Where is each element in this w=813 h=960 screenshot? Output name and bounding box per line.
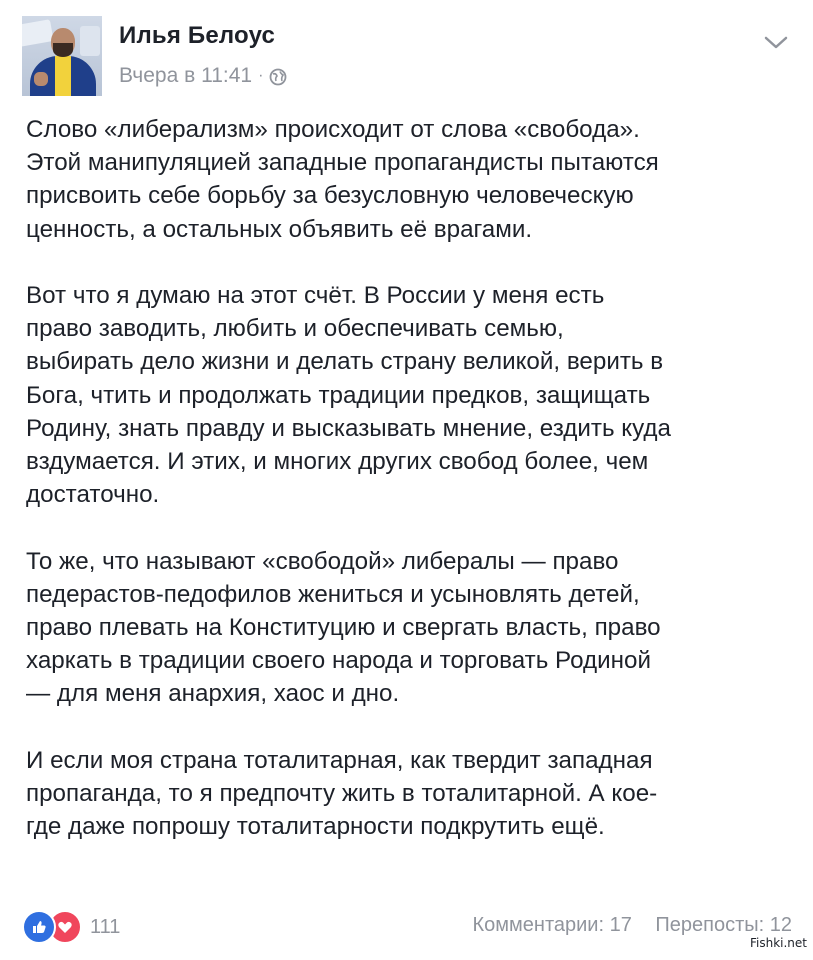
reactions-count[interactable]: 111 bbox=[90, 915, 121, 938]
author-name[interactable]: Илья Белоус bbox=[119, 22, 276, 49]
post-meta bbox=[119, 64, 287, 88]
comments-link[interactable]: Комментарии: 17 bbox=[472, 914, 632, 936]
globe-icon[interactable] bbox=[269, 68, 287, 86]
like-icon[interactable] bbox=[22, 910, 56, 944]
chevron-down-icon[interactable] bbox=[762, 32, 790, 52]
post-header bbox=[22, 16, 802, 98]
post-body bbox=[26, 113, 796, 877]
shares-link[interactable]: Перепосты: 12 bbox=[655, 914, 792, 936]
watermark: Fishki.net bbox=[749, 936, 807, 950]
meta-separator: · bbox=[258, 67, 264, 84]
post-timestamp[interactable]: Вчера в 11:41 bbox=[119, 64, 253, 87]
post-stats bbox=[455, 914, 792, 937]
post-paragraph: Слово «либерализм» происходит от слова «свобода». Этой манипуляцией западные пропагандисты пытаются присвоить себе борьбу за безусловную человеческую ценность, а остальных объявить её врагами. bbox=[26, 116, 659, 243]
post-footer bbox=[22, 910, 792, 946]
post-paragraph: И если моя страна тоталитарная, как твердит западная пропаганда, то я предпочту жить в тоталитарной. А кое- где даже попрошу тоталитарности подкрутить ещё. bbox=[26, 746, 658, 841]
post-paragraph: Вот что я думаю на этот счёт. В России у меня есть право заводить, любить и обеспечивать семью, выбирать дело жизни и делать страну великой, верить в Бога, чтить и продолжать традиции предков, защищать Родину, знать правду и высказывать мнение, ездить куда вздумается. И этих, и многих других свобод более, чем достаточно. bbox=[26, 282, 671, 509]
post-paragraph: То же, что называют «свободой» либералы — право педерастов-педофилов жениться и усыновлять детей, право плевать на Конституцию и свергать власть, право харкать в традиции своего народа и торговать Родиной — для меня анархия, хаос и дно. bbox=[26, 547, 661, 708]
avatar[interactable] bbox=[22, 16, 102, 96]
reactions[interactable] bbox=[22, 910, 120, 944]
